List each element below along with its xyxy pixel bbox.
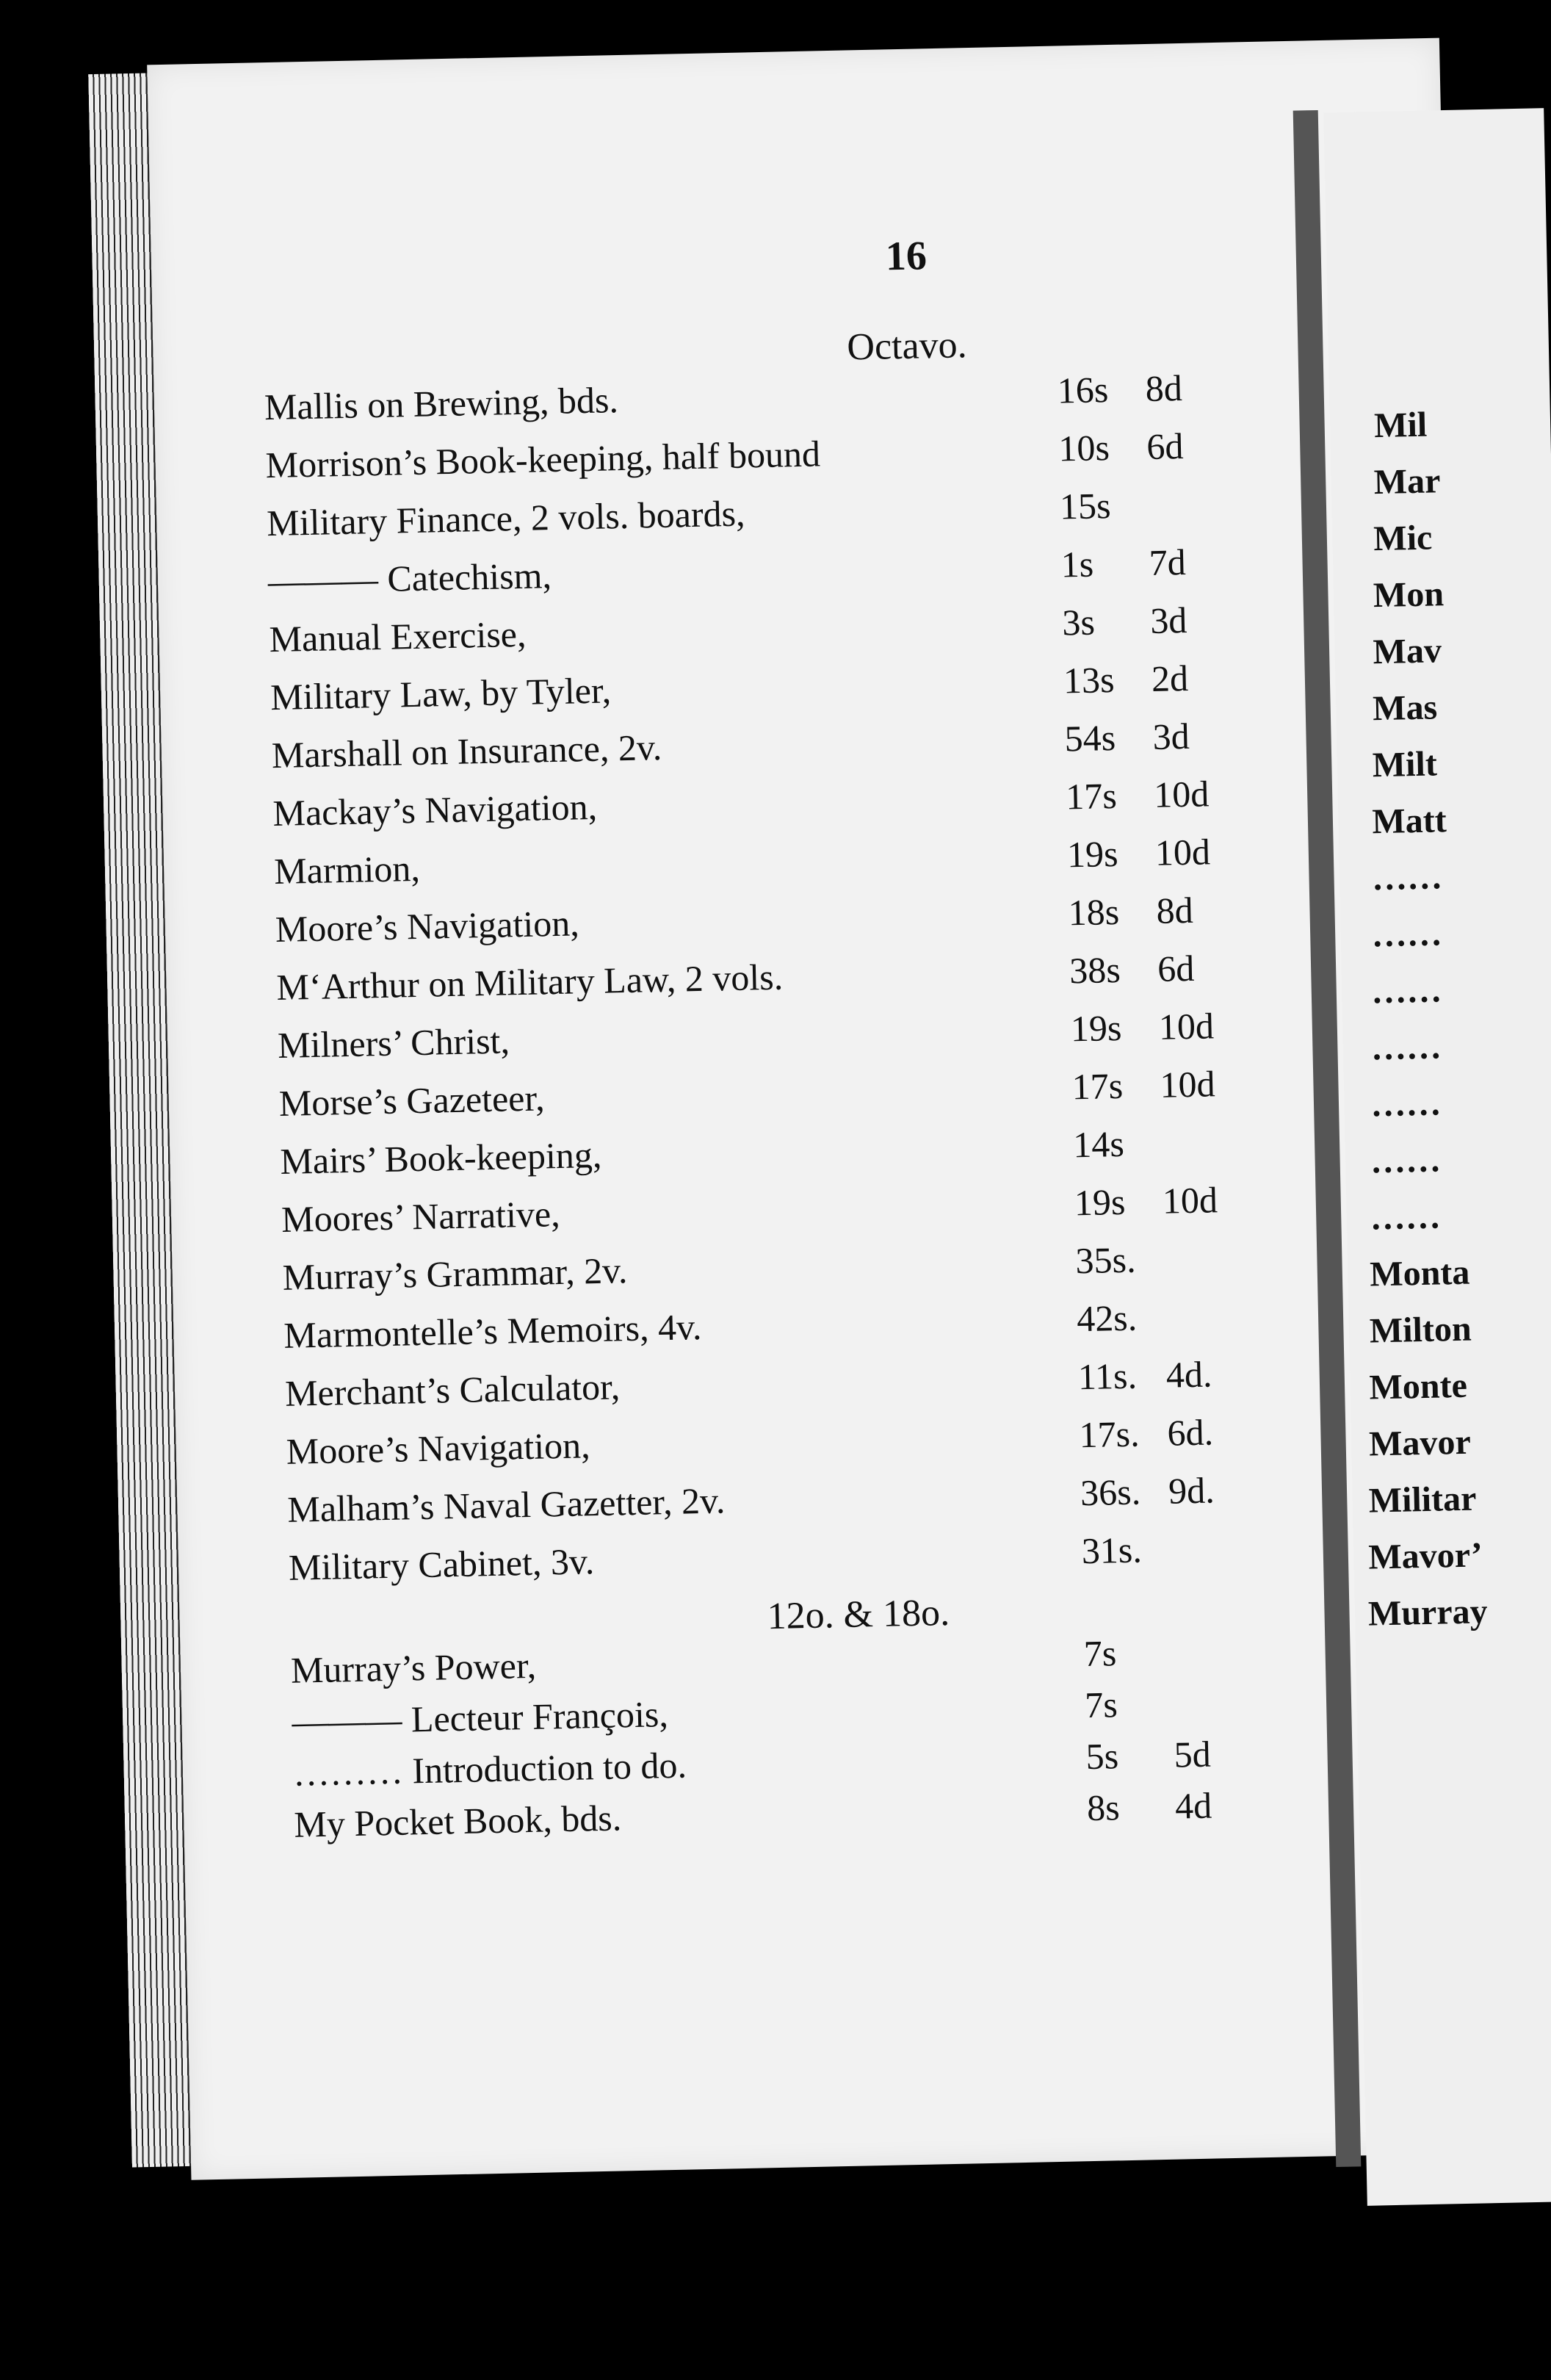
entry-title: Mallis on Brewing, bds. bbox=[264, 379, 619, 428]
price-pence: 10d bbox=[1159, 1063, 1216, 1106]
entry-price bbox=[1063, 656, 1232, 702]
price-shillings: 8s bbox=[1086, 1786, 1121, 1829]
entry-price bbox=[1080, 1468, 1250, 1514]
left-page bbox=[147, 38, 1483, 2180]
entry-title: M‘Arthur on Military Law, 2 vols. bbox=[275, 956, 784, 1009]
facing-page-line: Milton bbox=[1369, 1309, 1472, 1351]
price-pence: 10d bbox=[1153, 773, 1210, 815]
entry-title: Merchant’s Calculator, bbox=[284, 1366, 621, 1414]
entry-title: Mairs’ Book-keeping, bbox=[279, 1133, 602, 1182]
price-shillings: 19s bbox=[1074, 1180, 1126, 1224]
price-shillings: 35s. bbox=[1074, 1238, 1137, 1282]
entry-title: Milners’ Christ, bbox=[277, 1020, 510, 1066]
entry-price bbox=[1083, 1629, 1253, 1675]
price-shillings: 17s bbox=[1065, 774, 1118, 818]
price-pence: 3d bbox=[1149, 599, 1187, 641]
facing-page-line: …… bbox=[1370, 1197, 1442, 1238]
section-heading-duodecimo: 12o. & 18o. bbox=[767, 1592, 950, 1638]
price-shillings: 16s bbox=[1057, 369, 1109, 411]
price-pence bbox=[1174, 1714, 1254, 1715]
entry-price bbox=[1087, 1783, 1257, 1829]
price-pence: 8d bbox=[1145, 367, 1183, 410]
entry-title: Moore’s Navigation, bbox=[275, 902, 580, 951]
price-shillings: 19s bbox=[1066, 832, 1119, 876]
facing-page-line: Mavor bbox=[1368, 1422, 1472, 1464]
entry-price bbox=[1066, 772, 1235, 818]
entry-price bbox=[1062, 598, 1232, 644]
price-pence bbox=[1164, 1269, 1245, 1271]
price-shillings: 7s bbox=[1084, 1684, 1118, 1726]
price-shillings: 5s bbox=[1085, 1735, 1119, 1778]
price-pence: 8d bbox=[1156, 889, 1194, 931]
entry-title: My Pocket Book, bds. bbox=[293, 1797, 622, 1845]
entry-title: Murray’s Power, bbox=[290, 1644, 537, 1691]
price-shillings: 36s. bbox=[1080, 1471, 1141, 1514]
entry-title: Murray’s Grammar, 2v. bbox=[282, 1250, 628, 1298]
entry-price bbox=[1085, 1680, 1254, 1726]
price-pence: 6d. bbox=[1166, 1411, 1214, 1454]
entry-title: Moore’s Navigation, bbox=[286, 1424, 591, 1472]
facing-page-line: …… bbox=[1371, 914, 1443, 955]
price-shillings: 3s bbox=[1061, 601, 1096, 643]
entry-price bbox=[1068, 888, 1237, 934]
price-pence: 7d bbox=[1149, 541, 1187, 583]
facing-page-line: Milt bbox=[1372, 744, 1438, 785]
price-pence: 4d bbox=[1174, 1784, 1212, 1827]
facing-page-line: Matt bbox=[1371, 801, 1447, 842]
facing-page-line: Mavor’ bbox=[1367, 1535, 1483, 1577]
price-pence: 6d bbox=[1157, 947, 1195, 989]
entry-title: ……… Introduction to do. bbox=[292, 1744, 687, 1794]
price-shillings: 31s. bbox=[1081, 1529, 1143, 1572]
facing-page-line: Murray bbox=[1367, 1592, 1489, 1634]
entry-title: Military Finance, 2 vols. boards, bbox=[266, 492, 746, 544]
facing-page-line: …… bbox=[1370, 1083, 1442, 1125]
facing-page-line: Mas bbox=[1372, 688, 1438, 729]
entry-title: Marmion, bbox=[273, 847, 421, 892]
entry-title: Military Cabinet, 3v. bbox=[288, 1540, 595, 1588]
facing-page-line: …… bbox=[1370, 1140, 1442, 1181]
price-pence bbox=[1148, 516, 1229, 517]
entry-title: Military Law, by Tyler, bbox=[270, 669, 612, 718]
price-pence bbox=[1165, 1327, 1246, 1329]
facing-page-line: Mon bbox=[1373, 574, 1445, 616]
entry-title: ——— Catechism, bbox=[267, 555, 552, 602]
entry-price bbox=[1081, 1526, 1251, 1572]
price-pence bbox=[1172, 1662, 1253, 1664]
entry-title: Mackay’s Navigation, bbox=[272, 785, 598, 834]
price-shillings: 1s bbox=[1060, 543, 1094, 585]
entry-price bbox=[1075, 1236, 1245, 1282]
facing-page-line: Monta bbox=[1369, 1252, 1470, 1294]
price-pence: 6d bbox=[1146, 425, 1184, 468]
entry-price bbox=[1073, 1120, 1243, 1166]
price-shillings: 54s bbox=[1064, 717, 1116, 760]
entry-price bbox=[1060, 540, 1230, 586]
entry-title: Malham’s Naval Gazetter, 2v. bbox=[286, 1479, 726, 1530]
price-pence bbox=[1162, 1154, 1243, 1155]
price-pence: 3d bbox=[1152, 715, 1190, 757]
entry-title: ——— Lecteur François, bbox=[291, 1693, 669, 1742]
entry-price bbox=[1064, 714, 1234, 760]
entry-title: Moores’ Narrative, bbox=[281, 1193, 561, 1240]
price-shillings: 18s bbox=[1068, 890, 1120, 934]
price-shillings: 13s bbox=[1063, 659, 1116, 702]
price-shillings: 11s. bbox=[1077, 1355, 1138, 1398]
facing-page-line: Militar bbox=[1368, 1479, 1477, 1521]
entry-price bbox=[1079, 1410, 1248, 1456]
price-shillings: 19s bbox=[1070, 1006, 1122, 1050]
price-pence bbox=[1170, 1559, 1251, 1561]
entry-title: Marshall on Insurance, 2v. bbox=[271, 726, 662, 776]
entry-price bbox=[1066, 830, 1236, 876]
entry-price bbox=[1085, 1731, 1255, 1778]
facing-page-line: Mic bbox=[1373, 518, 1433, 559]
entry-price bbox=[1057, 366, 1226, 412]
section-heading-octavo: Octavo. bbox=[846, 324, 968, 369]
price-shillings: 42s. bbox=[1076, 1297, 1138, 1340]
price-shillings: 14s bbox=[1072, 1122, 1125, 1166]
entry-price bbox=[1074, 1178, 1243, 1225]
entry-price bbox=[1070, 1004, 1240, 1050]
page-number: 16 bbox=[885, 233, 928, 280]
entry-title: Morse’s Gazeteer, bbox=[278, 1077, 546, 1124]
facing-page-line: Mil bbox=[1373, 405, 1428, 446]
facing-page-line: …… bbox=[1371, 857, 1443, 898]
price-pence: 10d bbox=[1162, 1179, 1218, 1222]
price-pence: 10d bbox=[1154, 831, 1211, 873]
entry-price bbox=[1059, 482, 1229, 528]
entry-price bbox=[1077, 1294, 1246, 1340]
entry-title: Marmontelle’s Memoirs, 4v. bbox=[283, 1305, 702, 1356]
price-pence: 2d bbox=[1151, 657, 1189, 699]
entry-price bbox=[1069, 946, 1239, 992]
facing-page-line: Mav bbox=[1373, 631, 1442, 672]
price-pence: 9d. bbox=[1168, 1469, 1215, 1512]
price-shillings: 17s bbox=[1071, 1064, 1124, 1108]
entry-price bbox=[1077, 1352, 1247, 1398]
price-pence: 5d bbox=[1174, 1733, 1212, 1775]
price-shillings: 10s bbox=[1058, 427, 1110, 469]
entry-title: Manual Exercise, bbox=[269, 613, 527, 660]
facing-page-line: …… bbox=[1370, 1027, 1442, 1068]
facing-page-line: Mar bbox=[1373, 461, 1441, 502]
price-shillings: 38s bbox=[1069, 948, 1121, 992]
entry-price bbox=[1071, 1062, 1241, 1108]
price-pence: 10d bbox=[1158, 1005, 1215, 1047]
entry-price bbox=[1058, 424, 1228, 470]
entry-title: Morrison’s Book-keeping, half bound bbox=[265, 433, 821, 486]
price-shillings: 15s bbox=[1059, 485, 1112, 527]
price-shillings: 17s. bbox=[1078, 1413, 1140, 1456]
facing-page-line: …… bbox=[1370, 970, 1442, 1012]
price-pence: 4d. bbox=[1165, 1353, 1212, 1396]
facing-page-line: Monte bbox=[1368, 1366, 1468, 1407]
price-shillings: 7s bbox=[1083, 1632, 1117, 1675]
